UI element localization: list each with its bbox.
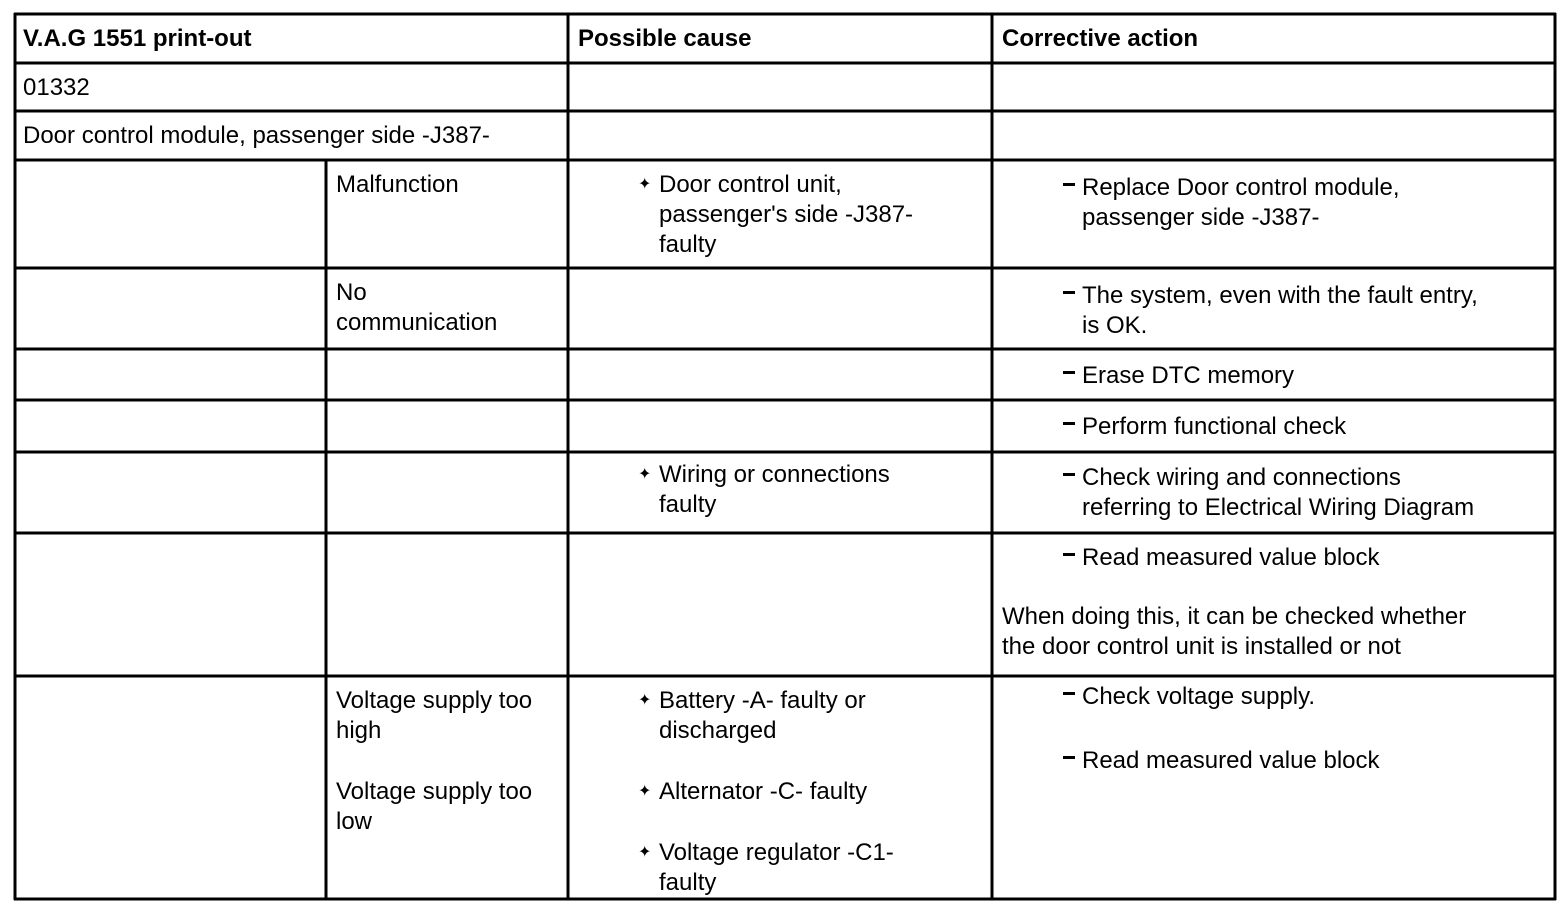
dash-icon [1063, 371, 1075, 374]
dash-icon [1063, 422, 1075, 425]
bullet-icon: ✦ [638, 844, 652, 861]
bullet-icon: ✦ [638, 692, 652, 709]
dash-icon [1063, 553, 1075, 556]
header-col-cause: Possible cause [578, 25, 752, 52]
cause-regulator-line2: faulty [659, 869, 717, 896]
cause-regulator-line1: Voltage regulator -C1- [659, 839, 894, 866]
cause-door-control-line3: faulty [659, 231, 717, 258]
cause-door-control-line2: passenger's side -J387- [659, 201, 914, 228]
cause-alternator: Alternator -C- faulty [659, 778, 868, 805]
action-replace-line2: passenger side -J387- [1082, 204, 1320, 231]
action-system-ok-line1: The system, even with the fault entry, [1082, 282, 1478, 309]
symptom-voltage-high-line1: Voltage supply too [336, 687, 533, 714]
fault-component: Door control module, passenger side -J387- [23, 122, 490, 149]
cause-battery-line1: Battery -A- faulty or [659, 687, 866, 714]
action-check-wiring-line2: referring to Electrical Wiring Diagram [1082, 494, 1475, 521]
bullet-icon: ✦ [638, 783, 652, 800]
note-line2: the door control unit is installed or not [1002, 633, 1401, 660]
cause-wiring-line2: faulty [659, 491, 717, 518]
action-erase-dtc: Erase DTC memory [1082, 362, 1295, 389]
action-check-voltage: Check voltage supply. [1082, 683, 1316, 710]
dash-icon [1063, 291, 1075, 294]
symptom-voltage-low-line1: Voltage supply too [336, 778, 533, 805]
dash-icon [1063, 756, 1075, 759]
cause-door-control-line1: Door control unit, [659, 171, 842, 198]
symptom-no-communication-line2: communication [336, 309, 498, 336]
action-functional-check: Perform functional check [1082, 413, 1347, 440]
note-line1: When doing this, it can be checked whether [1002, 603, 1467, 630]
action-replace-line1: Replace Door control module, [1082, 174, 1400, 201]
symptom-no-communication-line1: No [336, 279, 367, 306]
symptom-voltage-low-line2: low [336, 808, 373, 835]
dash-icon [1063, 183, 1075, 186]
fault-code: 01332 [23, 74, 90, 101]
bullet-icon: ✦ [638, 466, 652, 483]
cause-battery-line2: discharged [659, 717, 777, 744]
action-system-ok-line2: is OK. [1082, 312, 1148, 339]
header-col-printout: V.A.G 1551 print-out [23, 25, 252, 52]
symptom-voltage-high-line2: high [336, 717, 382, 744]
cause-wiring-line1: Wiring or connections [659, 461, 890, 488]
symptom-malfunction: Malfunction [336, 171, 459, 198]
action-read-measured-2: Read measured value block [1082, 747, 1380, 774]
dash-icon [1063, 473, 1075, 476]
bullet-icon: ✦ [638, 176, 652, 193]
action-check-wiring-line1: Check wiring and connections [1082, 464, 1401, 491]
action-read-measured: Read measured value block [1082, 544, 1380, 571]
dash-icon [1063, 692, 1075, 695]
header-col-action: Corrective action [1002, 25, 1199, 52]
